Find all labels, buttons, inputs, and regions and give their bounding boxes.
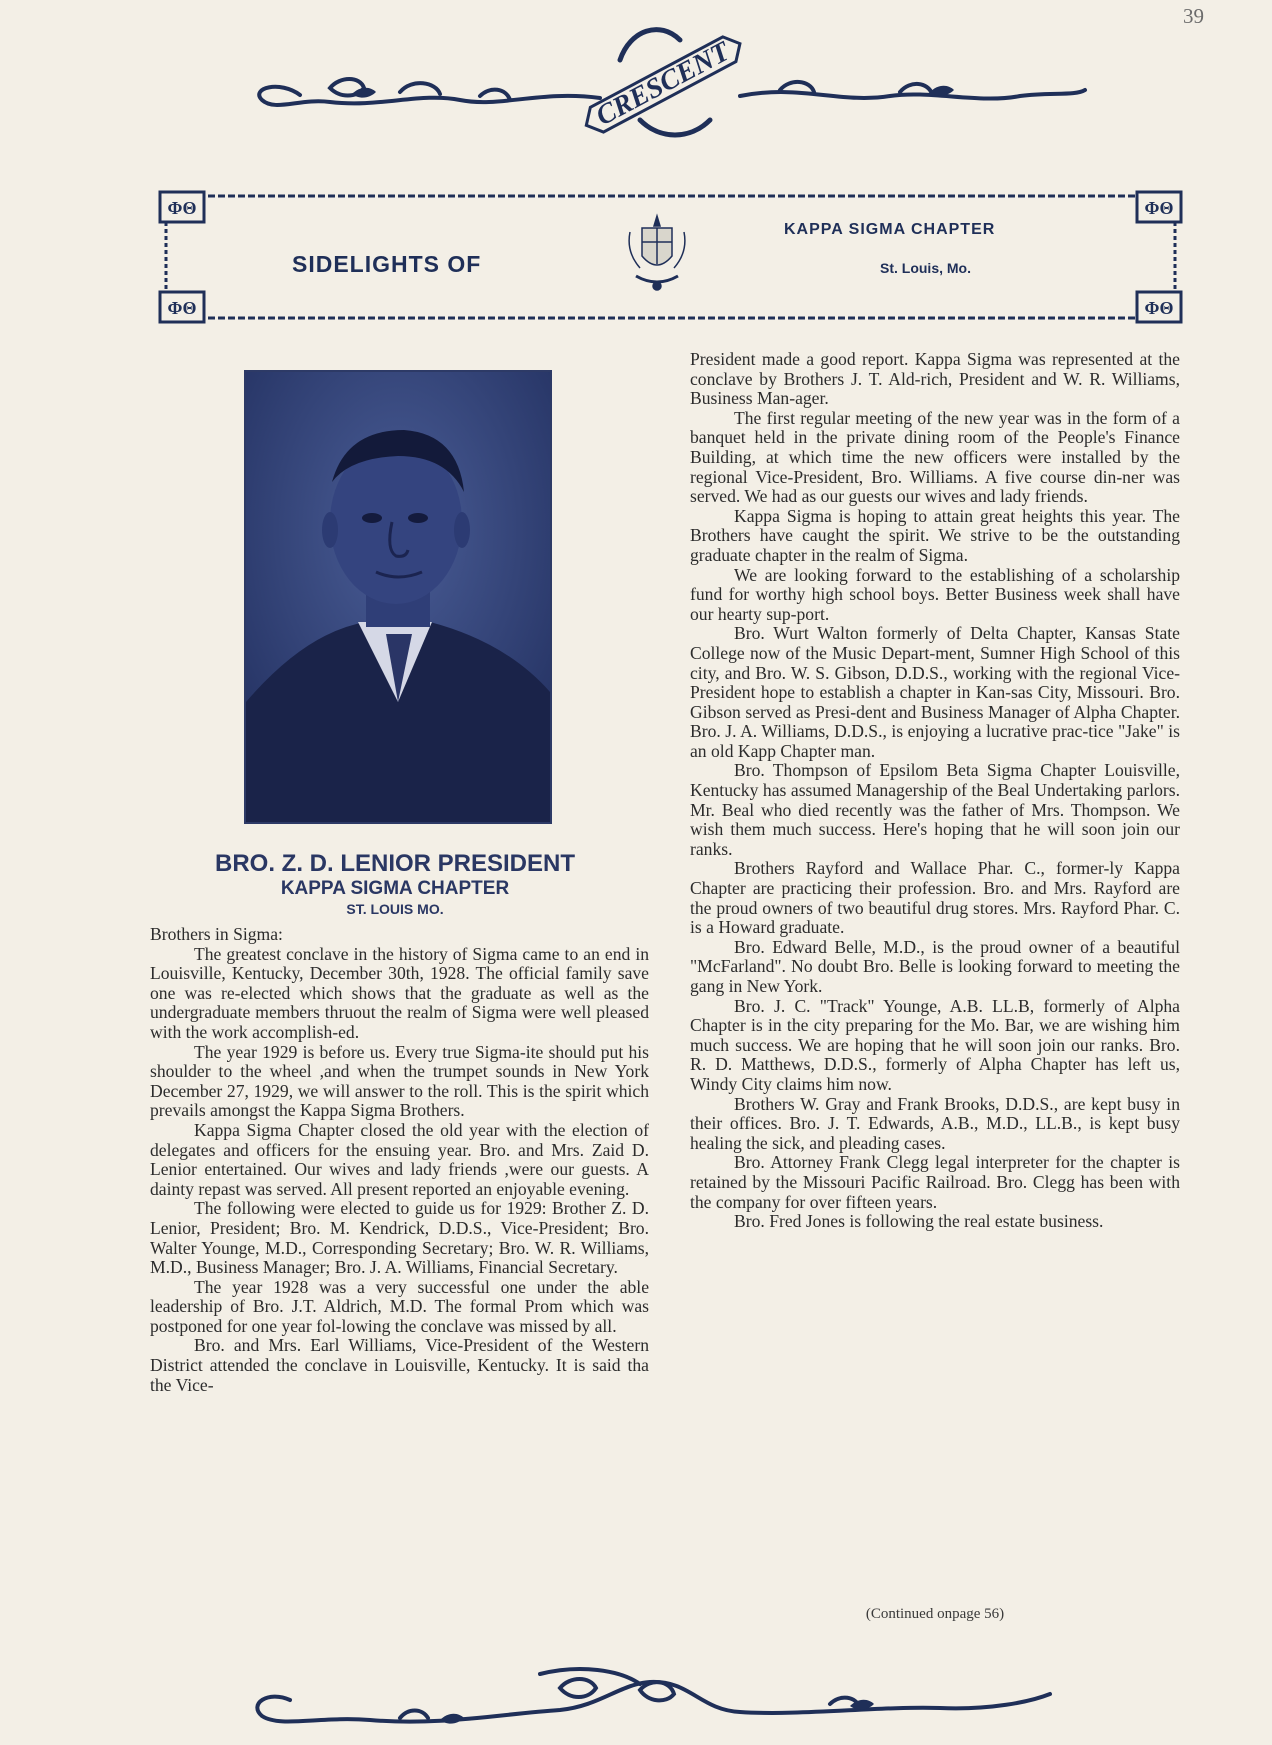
paragraph: Bro. Fred Jones is following the real estate business.	[734, 1211, 1104, 1232]
corner-monogram-tr: ΦΘ	[1144, 198, 1174, 218]
corner-monogram-tl: ΦΘ	[167, 198, 197, 218]
caption-name: BRO. Z. D. LENIOR PRESIDENT	[214, 850, 576, 877]
fraternity-crest-icon	[622, 212, 692, 296]
paragraph: Brothers W. Gray and Frank Brooks, D.D.S., are kept busy in their offices. Bro. J. T. Edwards, A.B., M.D., LL.B., is kept busy healing the sick, and pleading cases.	[690, 1093, 1180, 1153]
paragraph: Bro. Wurt Walton formerly of Delta Chapter, Kansas State College now of the Music Depart-ment, Sumner High School of this city, and Bro. W. S. Gibson, D.D.S., working with the regional Vice-President hope to establish a chapter in Kan-sas City, Missouri. Bro. Gibson served as Presi-dent and Business Manager of Alpha Chapter. Bro. J. A. Williams, D.D.S., is enjoying a lucrative prac-tice "Jake" is an old Kapp Chapter man.	[690, 623, 1180, 761]
paragraph: Bro. and Mrs. Earl Williams, Vice-President of the Western District attended the conclave in Louisville, Kentucky. It is said tha the Vice-	[150, 1335, 649, 1395]
paragraph: We are looking forward to the establishing of a scholarship fund for worthy high school boys. Better Business week shall have our hearty sup-port.	[690, 564, 1180, 624]
header-left-title: SIDELIGHTS OF	[292, 251, 482, 277]
paragraph: Brothers Rayford and Wallace Phar. C., former-ly Kappa Chapter are practicing their profession. Bro. and Mrs. Rayford are the proud owners of two beautiful drug stores. Mrs. Rayford Phar. C. is a Howard graduate.	[690, 858, 1180, 938]
masthead-logo-text: CRESCENT	[591, 36, 735, 133]
caption-chapter: KAPPA SIGMA CHAPTER	[280, 878, 510, 899]
corner-monogram-br: ΦΘ	[1144, 298, 1174, 318]
portrait-photo	[244, 370, 552, 824]
paragraph: The greatest conclave in the history of Sigma came to an end in Louisville, Kentucky, December 30th, 1928. The official family save one was re-elected which shows that the graduate as well as the undergraduate members thruout the realm of Sigma were well pleased with the work accomplish-ed.	[150, 943, 649, 1042]
crescent-masthead-ornament	[0, 0, 1272, 170]
header-location: St. Louis, Mo.	[880, 260, 971, 276]
portrait-caption	[150, 850, 640, 918]
paragraph: Bro. J. C. "Track" Younge, A.B. LL.B, formerly of Alpha Chapter is in the city preparing for the Mo. Bar, we are wishing him much success. We are hoping that he will soon join our ranks. Bro. R. D. Matthews, D.D.S., formerly of Alpha Chapter has left us, Windy City claims him now.	[690, 995, 1180, 1094]
footer-ornament	[0, 1660, 1272, 1745]
continued-note: (Continued onpage 56)	[865, 1606, 1005, 1622]
portrait-photo-icon	[246, 372, 550, 822]
paragraph: Kappa Sigma is hoping to attain great heights this year. The Brothers have caught the spirit. We strive to be the outstanding graduate chapter in the realm of Sigma.	[690, 505, 1180, 565]
salutation: Brothers in Sigma:	[150, 924, 283, 944]
article-right-column	[690, 350, 1180, 1232]
article-left-column	[150, 925, 649, 1395]
caption-location: ST. LOUIS MO.	[346, 901, 444, 917]
header-chapter-title: KAPPA SIGMA CHAPTER	[784, 221, 996, 238]
paragraph: Kappa Sigma Chapter closed the old year with the election of delegates and officers for the ensuing year. Bro. and Mrs. Zaid D. Lenior entertained. Our wives and lady friends ,were our guests. A dainty repast was served. All present reported an enjoyable evening.	[150, 1119, 649, 1199]
paragraph: Bro. Edward Belle, M.D., is the proud owner of a beautiful "McFarland". No doubt Bro. Belle is looking forward to meeting the gang in New York.	[690, 936, 1180, 996]
paragraph: The year 1929 is before us. Every true Sigma-ite should put his shoulder to the wheel ,and when the trumpet sounds in New York December 27, 1929, we will answer to the roll. This is the spirit which prevails amongst the Kappa Sigma Brothers.	[150, 1041, 649, 1121]
paragraph: Bro. Attorney Frank Clegg legal interpreter for the chapter is retained by the Missouri Pacific Railroad. Bro. Clegg has been with the company for over fifteen years.	[690, 1152, 1180, 1212]
paragraph: The year 1928 was a very successful one under the able leadership of Bro. J.T. Aldrich, M.D. The formal Prom which was postponed for one year fol-lowing the conclave was missed by all.	[150, 1276, 649, 1336]
paragraph: The first regular meeting of the new year was in the form of a banquet held in the private dining room of the People's Finance Building, at which time the new officers were installed by the regional Vice-President, Bro. Williams. A five course din-ner was served. We had as our guests our wives and lady friends.	[690, 407, 1180, 507]
paragraph: Bro. Thompson of Epsilom Beta Sigma Chapter Louisville, Kentucky has assumed Managership of the Beal Undertaking parlors. Mr. Beal who died recently was the father of Mrs. Thompson. We wish them much success. Here's hoping that he will soon join our ranks.	[690, 760, 1180, 859]
page-number: 39	[1183, 4, 1204, 28]
paragraph: The following were elected to guide us for 1929: Brother Z. D. Lenior, President; Bro. M. Kendrick, D.D.S., Vice-President; Bro. Walter Younge, M.D., Corresponding Secretary; Bro. W. R. Williams, M.D., Business Manager; Bro. J. A. Williams, Financial Secretary.	[150, 1198, 649, 1278]
corner-monogram-bl: ΦΘ	[167, 298, 197, 318]
paragraph: President made a good report. Kappa Sigma was represented at the conclave by Brothers J. T. Ald-rich, President and W. R. Williams, Business Man-ager.	[690, 349, 1180, 409]
